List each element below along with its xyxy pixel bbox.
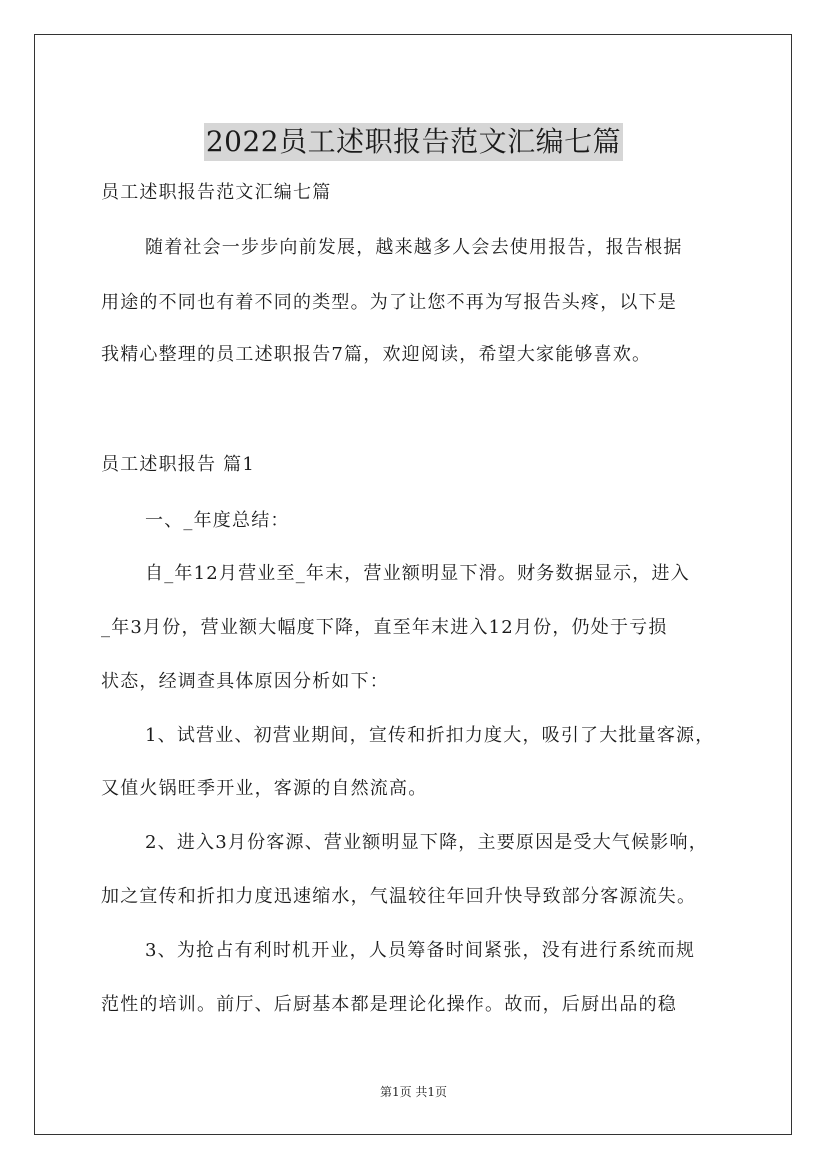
paragraph-line: 2、进入3月份客源、营业额明显下降，主要原因是受大气候影响， [145, 832, 708, 853]
title-container [0, 104, 827, 180]
page-number: 第1页 共1页 [379, 1085, 448, 1099]
paragraph-line: 加之宣传和折扣力度迅速缩水，气温较往年回升快导致部分客源流失。 [101, 886, 697, 907]
paragraph-line: 3、为抢占有利时机开业，人员筹备时间紧张，没有进行系统而规 [145, 940, 696, 961]
subsection-heading: 一、_年度总结： [145, 510, 290, 531]
paragraph-line: 自_年12月营业至_年末，营业额明显下滑。财务数据显示，进入 [145, 563, 690, 584]
paragraph-line: 随着社会一步步向前发展，越来越多人会去使用报告，报告根据 [145, 237, 683, 258]
paragraph-line: 范性的培训。前厅、后厨基本都是理论化操作。故而，后厨出品的稳 [101, 994, 677, 1015]
paragraph-line: 状态，经调查具体原因分析如下： [101, 671, 389, 692]
section-heading: 员工述职报告 篇1 [101, 454, 255, 475]
paragraph-line: 又值火锅旺季开业，客源的自然流高。 [101, 778, 428, 799]
document-title: 2022员工述职报告范文汇编七篇 [204, 123, 623, 161]
paragraph-line: _年3月份，营业额大幅度下降，直至年末进入12月份，仍处于亏损 [101, 617, 668, 638]
subtitle-line: 员工述职报告范文汇编七篇 [101, 182, 332, 203]
paragraph-line: 用途的不同也有着不同的类型。为了让您不再为写报告头疼，以下是 [101, 292, 677, 313]
paragraph-line: 我精心整理的员工述职报告7篇，欢迎阅读，希望大家能够喜欢。 [101, 344, 652, 365]
paragraph-line: 1、试营业、初营业期间，宣传和折扣力度大，吸引了大批量客源， [145, 725, 715, 746]
